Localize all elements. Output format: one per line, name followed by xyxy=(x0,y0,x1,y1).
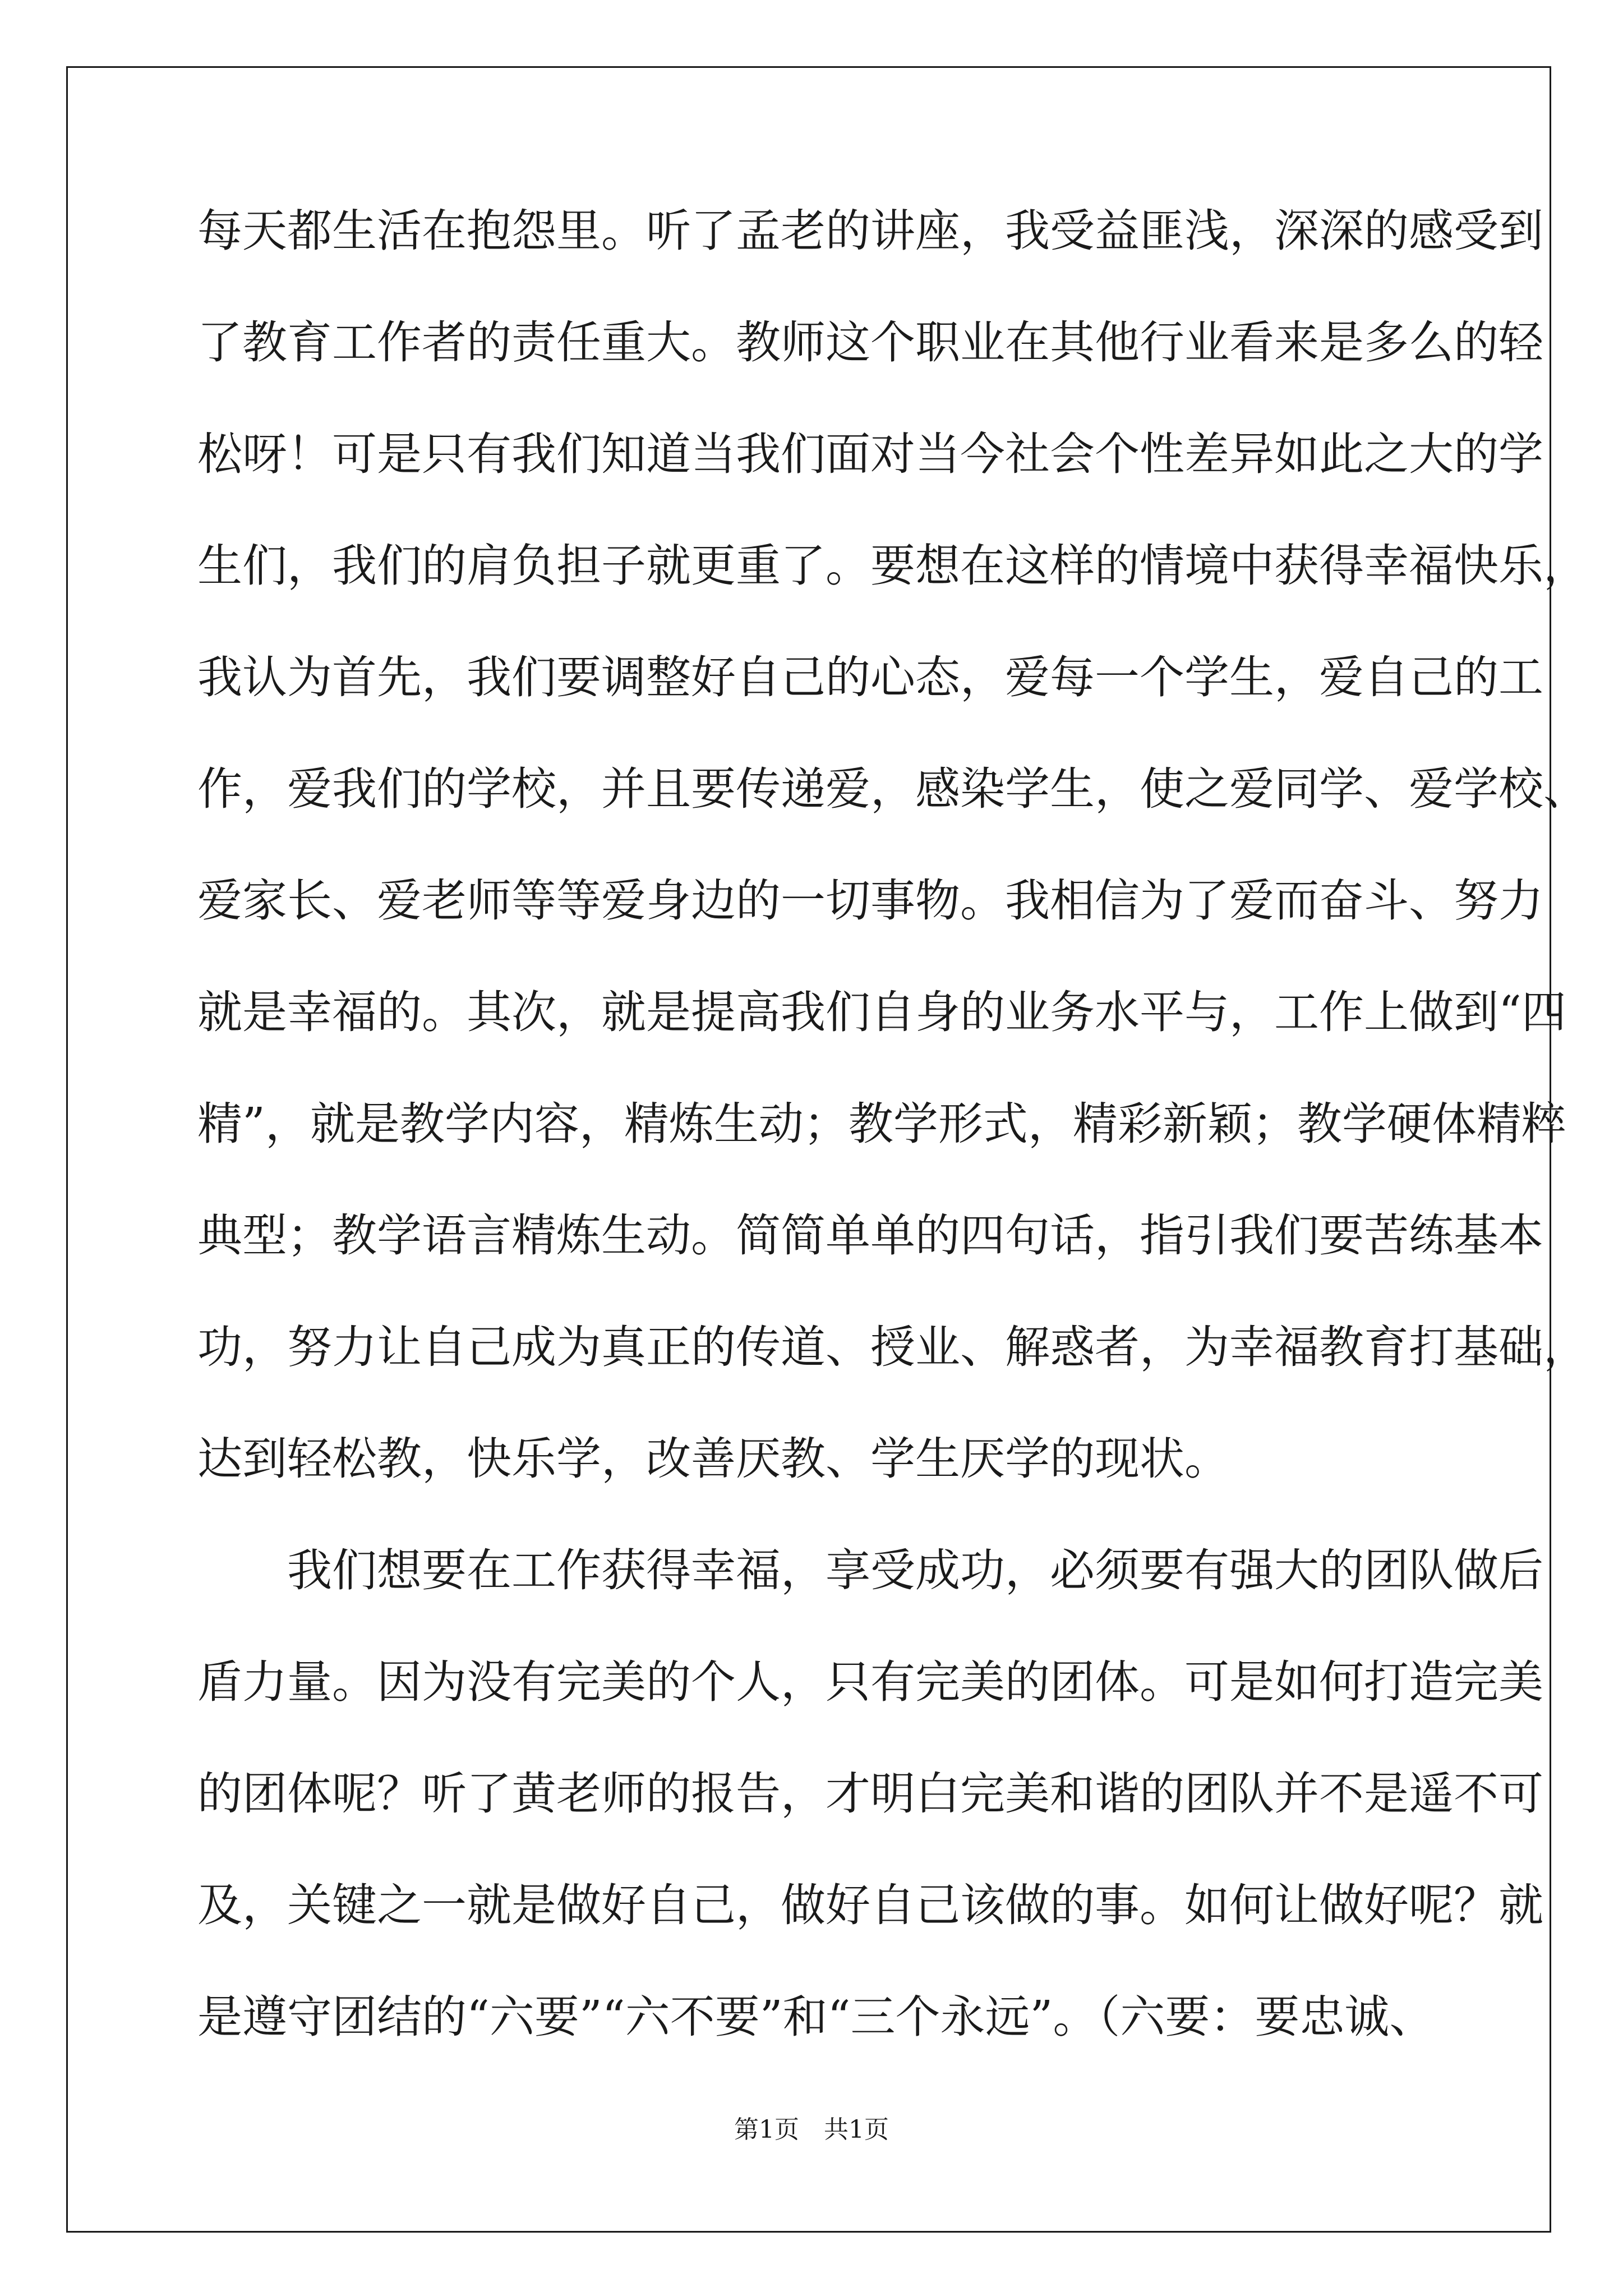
text-line: 爱家长、爱老师等等爱身边的一切事物。我相信为了爱而奋斗、努力 xyxy=(197,875,1543,927)
text-line: 我认为首先，我们要调整好自己的心态，爱每一个学生，爱自己的工 xyxy=(197,651,1543,703)
text-line: 是遵守团结的“六要”“六不要”和“三个永远”。（六要：要忠诚、 xyxy=(197,1991,1435,2043)
text-line: 盾力量。因为没有完美的个人，只有完美的团体。可是如何打造完美 xyxy=(197,1656,1543,1708)
text-line: 松呀！可是只有我们知道当我们面对当今社会个性差异如此之大的学 xyxy=(197,428,1543,480)
text-line: 精”，就是教学内容，精炼生动；教学形式，精彩新颖；教学硬体精粹 xyxy=(197,1098,1566,1150)
text-line: 达到轻松教，快乐学，改善厌教、学生厌学的现状。 xyxy=(197,1433,1229,1485)
page-footer: 第1页 共1页 xyxy=(734,2115,889,2144)
text-line: 典型；教学语言精炼生动。简简单单的四句话，指引我们要苦练基本 xyxy=(197,1209,1543,1262)
text-line: 作，爱我们的学校，并且要传递爱，感染学生，使之爱同学、爱学校、 xyxy=(197,763,1588,815)
text-line: 的团体呢？听了黄老师的报告，才明白完美和谐的团队并不是遥不可 xyxy=(197,1768,1543,1820)
text-line: 了教育工作者的责任重大。教师这个职业在其他行业看来是多么的轻 xyxy=(197,316,1543,369)
paragraph-start-line: 我们想要在工作获得幸福，享受成功，必须要有强大的团队做后 xyxy=(197,1544,1543,1596)
document-body xyxy=(197,205,1588,2106)
text-line: 每天都生活在抱怨里。听了孟老的讲座，我受益匪浅，深深的感受到 xyxy=(197,205,1543,257)
text-line: 及，关键之一就是做好自己，做好自己该做的事。如何让做好呢？就 xyxy=(197,1879,1543,1931)
text-line: 生们，我们的肩负担子就更重了。要想在这样的情境中获得幸福快乐， xyxy=(197,540,1588,592)
text-line: 功，努力让自己成为真正的传道、授业、解惑者，为幸福教育打基础， xyxy=(197,1321,1588,1373)
text-line: 就是幸福的。其次，就是提高我们自身的业务水平与，工作上做到“四 xyxy=(197,986,1566,1038)
